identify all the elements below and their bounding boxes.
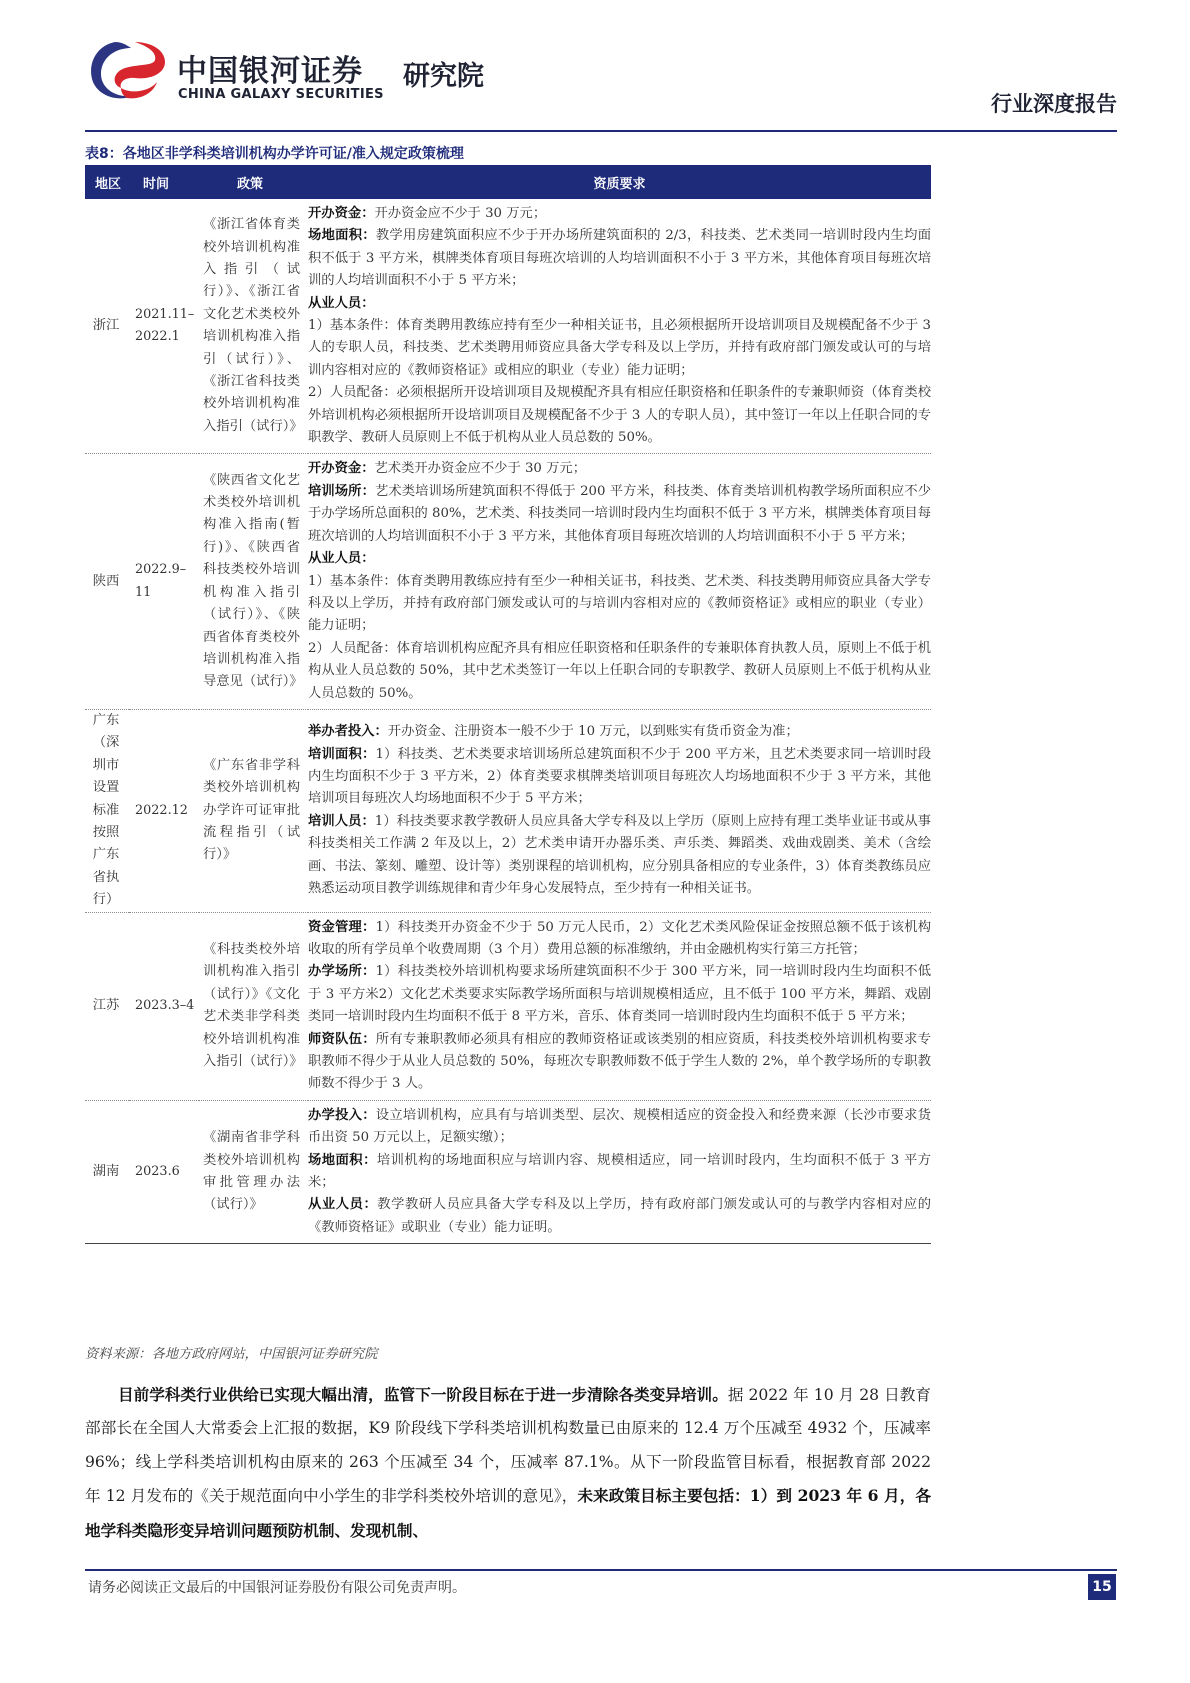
galaxy-logo-icon <box>85 36 171 108</box>
requirement-text: 1）科技类要求教学教研人员应具备大学专科及以上学历（原则上应持有理工类毕业证书或从事科技类相关工作满 2 年及以上，2）艺术类申请开办器乐类、声乐类、舞蹈类、戏曲戏剧类、美术（含绘画、书法、篆刻、雕塑、设计等）类别课程的培训机构，应分别具备相应的专业条件，3）体育类教练员应熟悉运动项目教学训练规律和青少年身心发展特点，至少持有一种相关证书。 <box>308 813 931 896</box>
table-body <box>85 199 931 1244</box>
body-trail-bold: 未来政策目标主要包括：1）到 2023 年 6 月，各地学科类隐形变异培训问题预防机制、发现机制、 <box>85 1486 931 1540</box>
requirement-label: 场地面积 <box>308 1152 364 1168</box>
requirement-item: 办学投入：设立培训机构，应具有与培训类型、层次、规模相适应的资金投入和经费来源（长沙市要求货币出资 50 万元以上，足额实缴）； <box>308 1107 932 1146</box>
requirement-label: 从业人员 <box>308 1197 364 1213</box>
column-header-policy: 政策 <box>199 165 308 199</box>
requirement-text: 所有专兼职教师必须具有相应的教师资格证或该类别的相应资质，科技类校外培训机构要求专职教师不得少于从业人员总数的 50%，每班次专职教师数不低于学生人数的 2%，单个教学场所的专职教师数不得少于 3 人。 <box>308 1031 932 1092</box>
requirement-item: 培训面积：1）科技类、艺术类要求培训场所总建筑面积不少于 200 平方米，且艺术类要求同一培训时段内生均面积不少于 3 平方米，2）体育类要求棋牌类培训项目每班次人均场地面积不少于 3 平方米，其他培训项目每班次人均场地面积不少于 5 平方米； <box>308 746 932 807</box>
requirement-label: 从业人员 <box>308 551 362 567</box>
requirement-item: 师资队伍：所有专兼职教师必须具有相应的教师资格证或该类别的相应资质，科技类校外培训机构要求专职教师不得少于从业人员总数的 50%，每班次专职教师数不低于学生人数的 2%，单个教学场所的专职教师数不得少于 3 人。 <box>308 1031 932 1092</box>
cell-time: 2022.9–11 <box>129 454 199 709</box>
requirement-label: 场地面积 <box>308 228 363 244</box>
requirement-text: 设立培训机构，应具有与培训类型、层次、规模相适应的资金投入和经费来源（长沙市要求货币出资 50 万元以上，足额实缴）； <box>308 1107 932 1146</box>
table-row <box>85 454 931 709</box>
requirement-item: 开办资金：开办资金应不少于 30 万元； <box>308 206 547 221</box>
cell-requirements <box>308 709 931 912</box>
requirement-text: 1）基本条件：体育类聘用教练应持有至少一种相关证书，且必须根据所开设培训项目及规模配备不少于 3 人的专职人员，科技类、艺术类聘用师资应具备大学专科及以上学历，并持有政府部门颁发或认可的与培训内容相对应的《教师资格证》或相应的职业（专业）能力证明； <box>308 318 931 378</box>
requirement-text: 2）人员配备：必须根据所开设培训项目及规模配齐具有相应任职资格和任职条件的专兼职师资（体育类校外培训机构必须根据所开设培训项目及规模配备不少于 3 人的专职人员），其中签订一年以上任职合同的专职教学、教研人员原则上不低于机构从业人员总数的 50%。 <box>308 385 931 446</box>
cell-time: 2021.11–2022.1 <box>129 199 199 454</box>
requirement-item <box>308 571 931 638</box>
requirement-label: 培训人员 <box>308 813 362 829</box>
requirement-label: 开办资金 <box>308 461 362 477</box>
table-row <box>85 912 931 1100</box>
requirement-text: 培训机构的场地面积应与培训内容、规模相适应，同一培训时段内，生均面积不低于 3 平方米； <box>308 1152 931 1191</box>
requirement-label: 办学投入 <box>308 1107 363 1123</box>
requirement-text: 开办资金应不少于 30 万元； <box>374 206 547 221</box>
body-paragraph <box>85 1378 931 1548</box>
requirement-item <box>308 315 931 382</box>
requirement-item <box>308 382 931 449</box>
body-text: 据 2022 年 10 月 28 日教育部部长在全国人大常委会上汇报的数据，K9 阶段线下学科类培训机构数量已由原来的 12.4 万个压减至 4932 个，压减率 96%；线上学科类培训机构由原来的 263 个压减至 34 个，压减率 87.1%。从下一阶段监管目标看，根据教育部 2022 年 12 月发布的《关于规范面向中小学生的非学科类校外培训的意见》， <box>85 1386 931 1506</box>
requirement-label: 师资队伍 <box>308 1031 363 1047</box>
requirement-item <box>308 638 931 705</box>
requirement-label: 从业人员 <box>308 295 362 311</box>
cell-requirements <box>308 454 931 709</box>
cell-policy: 《湖南省非学科类校外培训机构审批管理办法（试行）》 <box>199 1100 308 1243</box>
table-header-row <box>85 165 931 199</box>
cell-region: 广东（深圳市设置标准按照广东省执行） <box>85 709 129 912</box>
requirement-text: 1）基本条件：体育类聘用教练应持有至少一种相关证书，科技类、艺术类、科技类聘用师资应具备大学专科及以上学历，并持有政府部门颁发或认可的与培训内容相对应的《教师资格证》或相应的职业（专业）能力证明； <box>308 573 931 634</box>
cell-time: 2022.12 <box>129 709 199 912</box>
institute-name: 研究院 <box>403 61 484 92</box>
requirement-text: 开办资金、注册资本一般不少于 10 万元，以到账实有货币资金为准； <box>387 724 799 740</box>
cell-policy: 《科技类校外培训机构准入指引（试行）》《文化艺术类非学科类校外培训机构准入指引（试行）》 <box>199 912 308 1100</box>
requirement-text: 1）科技类、艺术类要求培训场所总建筑面积不少于 200 平方米，且艺术类要求同一培训时段内生均面积不少于 3 平方米，2）体育类要求棋牌类培训项目每班次人均场地面积不少于 3 平方米，其他培训项目每班次人均场地面积不少于 5 平方米； <box>308 746 932 807</box>
body-lead-bold: 目前学科类行业供给已实现大幅出清，监管下一阶段目标在于进一步清除各类变异培训。 <box>118 1385 728 1404</box>
cell-region: 江苏 <box>85 912 129 1100</box>
policy-table <box>85 165 931 1244</box>
brand-chinese-name: 中国银河证券 <box>177 54 363 89</box>
cell-requirements <box>308 199 931 454</box>
table-row <box>85 709 931 912</box>
table-source-note: 资料来源：各地方政府网站，中国银河证券研究院 <box>85 1347 378 1362</box>
cell-region: 湖南 <box>85 1100 129 1243</box>
table-title: 表8：各地区非学科类培训机构办学许可证/准入规定政策梳理 <box>85 146 464 162</box>
requirement-item: 从业人员：教学教研人员应具备大学专科及以上学历，持有政府部门颁发或认可的与教学内容相对应的《教师资格证》或职业（专业）能力证明。 <box>308 1197 932 1235</box>
requirement-label: 办学场所 <box>308 964 362 980</box>
requirement-label: 开办资金 <box>308 206 362 221</box>
table-row <box>85 1100 931 1243</box>
requirement-text: 教学教研人员应具备大学专科及以上学历，持有政府部门颁发或认可的与教学内容相对应的《教师资格证》或职业（专业）能力证明。 <box>308 1197 932 1235</box>
requirement-item: 培训人员：1）科技类要求教学教研人员应具备大学专科及以上学历（原则上应持有理工类毕业证书或从事科技类相关工作满 2 年及以上，2）艺术类申请开办器乐类、声乐类、舞蹈类、戏曲戏剧类、美术（含绘画、书法、篆刻、雕塑、设计等）类别课程的培训机构，应分别具备相应的专业条件，3）体育类教练员应熟悉运动项目教学训练规律和青少年身心发展特点，至少持有一种相关证书。 <box>308 813 931 896</box>
requirement-text: 教学用房建筑面积应不少于开办场所建筑面积的 2/3，科技类、艺术类同一培训时段内生均面积不低于 3 平方米，棋牌类体育项目每班次培训的人均培训面积不小于 3 平方米，其他体育项目每班次培训的人均培训面积不小于 5 平方米； <box>308 228 931 289</box>
requirement-item: 从业人员： <box>308 551 375 567</box>
requirement-label: 培训场所 <box>308 483 362 499</box>
requirement-text: 1）科技类校外培训机构要求场所建筑面积不少于 300 平方米，同一培训时段内生均面积不低于 3 平方米2）文化艺术类要求实际教学场所面积与培训规模相适应，且不低于 100 平方米，舞蹈、戏剧类同一培训时段内生均面积不低于 8 平方米，音乐、体育类同一培训时段内生均面积不低于 5 平方米； <box>308 964 932 1025</box>
requirement-text: 1）科技类开办资金不少于 50 万元人民币，2）文化艺术类风险保证金按照总额不低于该机构收取的所有学员单个收费周期（3 个月）费用总额的标准缴纳，并由金融机构实行第三方托管； <box>308 919 932 957</box>
requirement-item: 培训场所：艺术类培训场所建筑面积不得低于 200 平方米，科技类、体育类培训机构教学场所面积应不少于办学场所总面积的 80%，艺术类、科技类同一培训时段内生均面积不低于 3 平方米，棋牌类体育项目每班次培训的人均培训面积不小于 3 平方米，其他体育项目每班次培训的人均培训面积不小于 5 平方米； <box>308 483 932 544</box>
column-header-time: 时间 <box>129 165 199 199</box>
requirement-label: 举办者投入 <box>308 724 375 740</box>
column-header-requirements: 资质要求 <box>308 165 931 199</box>
cell-region: 浙江 <box>85 199 129 454</box>
cell-policy: 《广东省非学科类校外培训机构办学许可证审批流程指引（试行）》 <box>199 709 308 912</box>
requirement-item: 场地面积：培训机构的场地面积应与培训内容、规模相适应，同一培训时段内，生均面积不低于 3 平方米； <box>308 1152 931 1191</box>
cell-region: 陕西 <box>85 454 129 709</box>
cell-policy: 《浙江省体育类校外培训机构准入指引（试行）》、《浙江省文化艺术类校外培训机构准入指引（试行）》、《浙江省科技类校外培训机构准入指引（试行）》 <box>199 199 308 454</box>
brand-english-name: CHINA GALAXY SECURITIES <box>178 87 384 102</box>
requirement-item: 举办者投入：开办资金、注册资本一般不少于 10 万元，以到账实有货币资金为准； <box>308 724 799 740</box>
requirement-text: 艺术类培训场所建筑面积不得低于 200 平方米，科技类、体育类培训机构教学场所面积应不少于办学场所总面积的 80%，艺术类、科技类同一培训时段内生均面积不低于 3 平方米，棋牌类体育项目每班次培训的人均培训面积不小于 3 平方米，其他体育项目每班次培训的人均培训面积不小于 5 平方米； <box>308 483 932 544</box>
requirement-text: 艺术类开办资金应不少于 30 万元； <box>374 461 587 477</box>
requirement-label: 资金管理 <box>308 919 362 935</box>
header-divider <box>85 130 1117 132</box>
requirement-item: 从业人员： <box>308 295 375 311</box>
requirement-text: 2）人员配备：体育培训机构应配齐具有相应任职资格和任职条件的专兼职体育执教人员，原则上不低于机构从业人员总数的 50%，其中艺术类签订一年以上任职合同的专职教学、教研人员原则上不低于机构从业人员总数的 50%。 <box>308 640 931 701</box>
requirement-item: 办学场所：1）科技类校外培训机构要求场所建筑面积不少于 300 平方米，同一培训时段内生均面积不低于 3 平方米2）文化艺术类要求实际教学场所面积与培训规模相适应，且不低于 100 平方米，舞蹈、戏剧类同一培训时段内生均面积不低于 8 平方米，音乐、体育类同一培训时段内生均面积不低于 5 平方米； <box>308 964 932 1025</box>
table-row <box>85 199 931 454</box>
page-number: 15 <box>1088 1574 1116 1600</box>
cell-time: 2023.6 <box>129 1100 199 1243</box>
cell-requirements <box>308 912 931 1100</box>
requirement-label: 培训面积 <box>308 746 362 762</box>
footer-disclaimer: 请务必阅读正文最后的中国银河证券股份有限公司免责声明。 <box>88 1580 466 1596</box>
cell-policy: 《陕西省文化艺术类校外培训机构准入指南(暂行)》、《陕西省科技类校外培训机构准入指引（试行）》、《陕西省体育类校外培训机构准入指导意见（试行）》 <box>199 454 308 709</box>
column-header-region: 地区 <box>85 165 129 199</box>
report-type: 行业深度报告 <box>991 92 1117 116</box>
requirement-item: 开办资金：艺术类开办资金应不少于 30 万元； <box>308 461 587 477</box>
footer-divider <box>85 1569 1117 1571</box>
requirement-item: 场地面积：教学用房建筑面积应不少于开办场所建筑面积的 2/3，科技类、艺术类同一培训时段内生均面积不低于 3 平方米，棋牌类体育项目每班次培训的人均培训面积不小于 3 平方米，其他体育项目每班次培训的人均培训面积不小于 5 平方米； <box>308 228 931 289</box>
requirement-item: 资金管理：1）科技类开办资金不少于 50 万元人民币，2）文化艺术类风险保证金按照总额不低于该机构收取的所有学员单个收费周期（3 个月）费用总额的标准缴纳，并由金融机构实行第三方托管； <box>308 919 932 957</box>
cell-requirements <box>308 1100 931 1243</box>
page-header <box>85 36 1117 128</box>
cell-time: 2023.3–4 <box>129 912 199 1100</box>
